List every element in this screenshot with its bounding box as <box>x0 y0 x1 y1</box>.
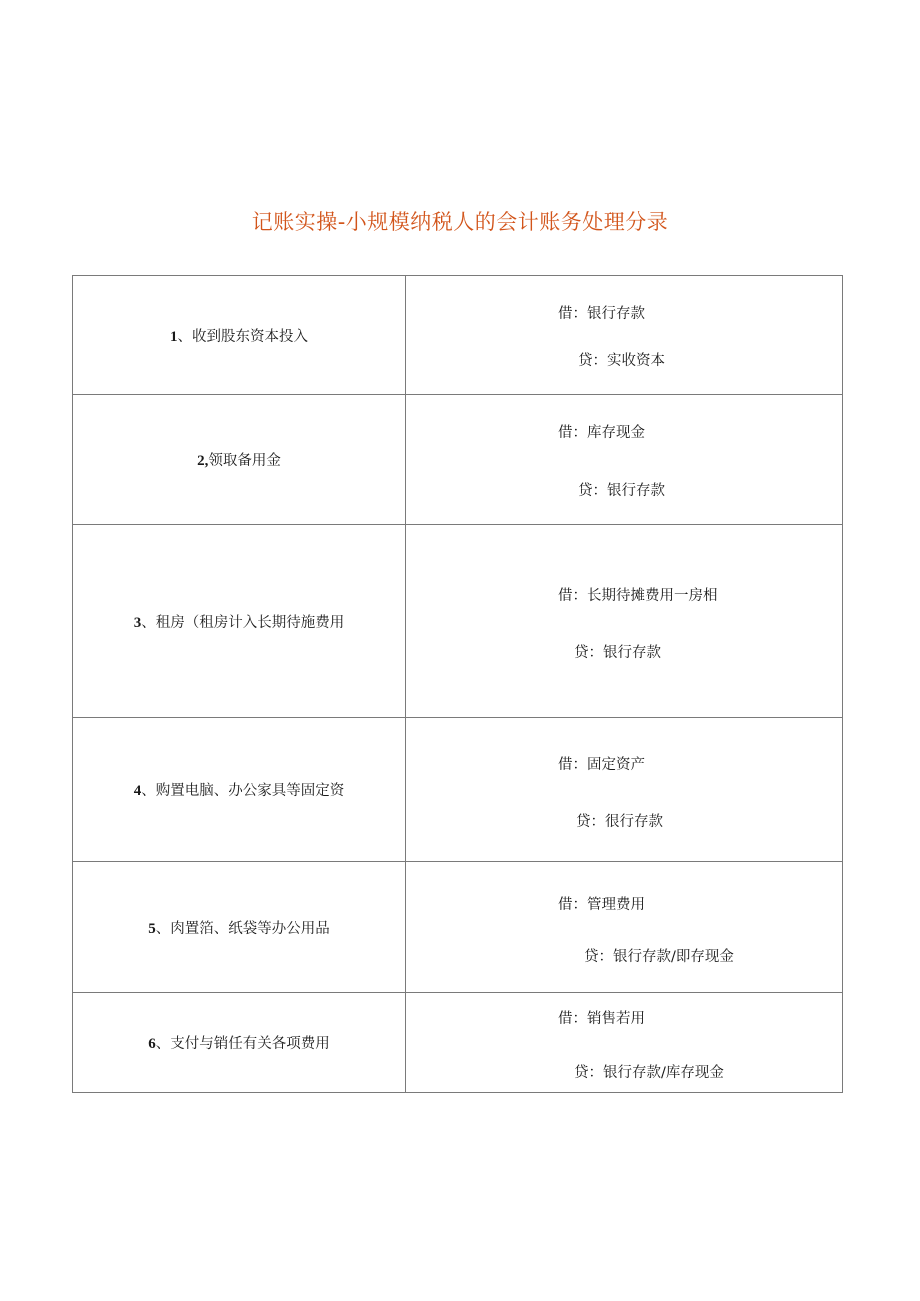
journal-entries-table <box>72 275 843 1093</box>
entry-cell <box>406 718 843 862</box>
transaction-description: 领取备用金 <box>208 453 281 469</box>
transaction-cell <box>73 525 406 718</box>
transaction-cell <box>73 862 406 993</box>
transaction-number: 3 <box>133 614 142 631</box>
debit-entry: 借：管理费用 <box>558 897 645 913</box>
table-row <box>73 525 843 718</box>
transaction-number: 6 <box>148 1036 156 1052</box>
transaction-cell <box>73 993 406 1093</box>
table-row <box>73 718 843 862</box>
table-row <box>73 993 843 1093</box>
transaction-description: 、收到股东资本投入 <box>177 328 308 345</box>
entry-cell <box>406 862 843 993</box>
transaction-number: 5 <box>148 920 156 937</box>
debit-entry: 借：银行存款 <box>558 306 645 322</box>
transaction-cell <box>73 276 406 395</box>
transaction-cell <box>73 395 406 525</box>
transaction-description: 、租房（租房计入长期待施费用 <box>141 614 345 631</box>
transaction-number: 1 <box>170 328 178 345</box>
credit-entry: 贷：银行存款 <box>578 483 665 499</box>
entry-cell <box>406 993 843 1093</box>
debit-entry: 借：固定资产 <box>558 757 645 773</box>
document-title: 记账实操-小规模纳税人的会计账务处理分录 <box>251 210 669 234</box>
transaction-cell <box>73 718 406 862</box>
transaction-number: 2, <box>197 453 209 469</box>
transaction-description: 、购置电脑、办公家具等固定资 <box>141 783 345 799</box>
entry-cell <box>406 276 843 395</box>
entry-cell <box>406 525 843 718</box>
credit-entry: 贷：很行存款 <box>576 814 663 830</box>
table-row <box>73 862 843 993</box>
debit-entry: 借：销售若用 <box>558 1011 645 1027</box>
credit-entry: 贷：实收资本 <box>578 353 665 369</box>
credit-entry: 贷：银行存款/库存现金 <box>574 1065 724 1081</box>
credit-entry: 贷：银行存款 <box>574 645 661 661</box>
entry-cell <box>406 395 843 525</box>
table-row <box>73 395 843 525</box>
table-row <box>73 276 843 395</box>
transaction-description: 、支付与销任有关各项费用 <box>155 1036 330 1052</box>
transaction-number: 4 <box>133 783 142 799</box>
credit-entry: 贷：银行存款/即存现金 <box>584 949 734 965</box>
transaction-description: 、肉置箔、纸袋等办公用品 <box>155 920 330 937</box>
debit-entry: 借：长期待摊费用一房相 <box>558 588 718 604</box>
debit-entry: 借：库存现金 <box>558 425 645 441</box>
